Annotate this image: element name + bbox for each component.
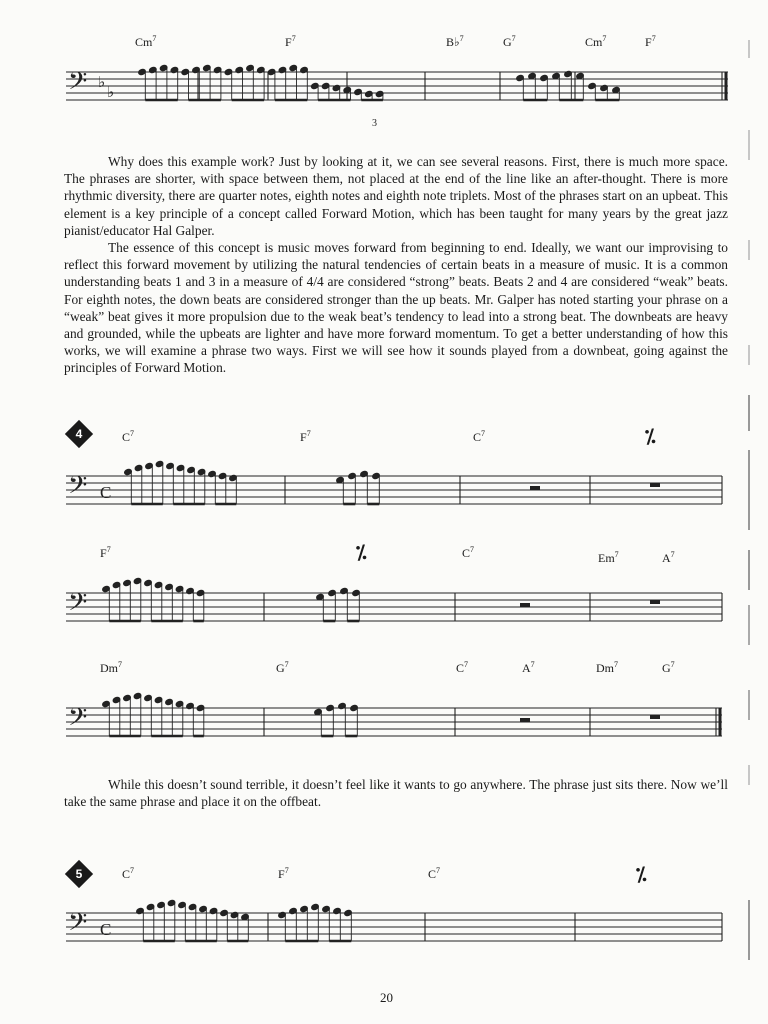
flat-icon: ♭ bbox=[107, 85, 115, 101]
chord-symbol: Dm$^7$ bbox=[596, 660, 618, 675]
bass-clef-icon: 𝄢 bbox=[68, 704, 88, 737]
scan-edge-marks bbox=[736, 0, 750, 1024]
music-staff bbox=[0, 895, 768, 955]
chord-symbol: $F^7$ bbox=[100, 545, 111, 560]
chord-symbol: Cm$^7$ bbox=[585, 34, 607, 49]
time-signature: C bbox=[100, 483, 112, 502]
simile-mark: ⁒ bbox=[645, 426, 657, 448]
chord-symbol: $A^7$ bbox=[662, 550, 675, 565]
paragraph: The essence of this concept is music moves forward from beginning to end. Ideally, we want our improvising to reflect this forward movement by utilizing the natural tendencies of certain beats in a measure of music. It is a common understanding beats 1 and 3 in a measure of 4/4 are considered “strong” beats. Beats 2 and 4 are considered “weak” beats. For eighth notes, the down beats are considered stronger than the up beats. Mr. Galper has noted starting your phrase on a “weak” beat gives it more propulsion due to the weak beat’s tendency to lead into a strong beat. The downbeats are heavy and grounded, while the upbeats are lighter and have more forward momentum. To get a better understanding of how this works, we will examine a phrase two ways. First we will see how it sounds played from a downbeat, going against the principles of Forward Motion. bbox=[64, 240, 728, 376]
bass-clef-icon: 𝄢 bbox=[68, 68, 88, 101]
chord-symbol: $C^7$ bbox=[473, 429, 486, 444]
paragraph: While this doesn’t sound terrible, it doesn’t feel like it wants to go anywhere. The phrase just sits there. Now we’ll take the same phrase and place it on the offbeat. bbox=[64, 777, 728, 810]
chord-symbol: $F^7$ bbox=[285, 34, 296, 49]
bass-clef-icon: 𝄢 bbox=[68, 909, 88, 942]
paragraph: Why does this example work? Just by looking at it, we can see several reasons. First, there is much more space. The phrases are shorter, with space between them, not placed at the end of the line like an after-thought. There is more rhythmic diversity, there are quarter notes, eighth notes and eighth note triplets. Most of the phrases start on an upbeat. This element is a key principle of a concept called Forward Motion, which has been taught for many years by the great jazz pianist/educator Hal Galper. bbox=[64, 154, 728, 238]
chord-symbol: $C^7$ bbox=[122, 429, 135, 444]
chord-symbol: $C^7$ bbox=[462, 545, 475, 560]
staff-lines bbox=[66, 72, 728, 100]
chord-symbol: $G^7$ bbox=[503, 34, 516, 49]
chord-symbol: $G^7$ bbox=[276, 660, 289, 675]
simile-mark: ⁒ bbox=[636, 864, 648, 886]
page-number: 20 bbox=[380, 990, 393, 1005]
body-text bbox=[64, 153, 728, 377]
chord-symbol: $C^7$ bbox=[456, 660, 469, 675]
tuplet-number: 3 bbox=[372, 118, 377, 129]
chord-symbol: Em$^7$ bbox=[598, 550, 619, 565]
chord-symbol: $F^7$ bbox=[278, 866, 289, 881]
time-signature: C bbox=[100, 920, 112, 939]
example-number-badge: 4 bbox=[65, 420, 93, 448]
music-staff bbox=[0, 690, 768, 750]
chord-symbol: $A^7$ bbox=[522, 660, 535, 675]
music-staff bbox=[0, 575, 768, 635]
bass-clef-icon: 𝄢 bbox=[68, 589, 88, 622]
music-staff bbox=[0, 60, 768, 130]
bass-clef-icon: 𝄢 bbox=[68, 472, 88, 505]
flat-icon: ♭ bbox=[98, 75, 106, 91]
chord-symbol: Dm$^7$ bbox=[100, 660, 122, 675]
chord-symbol: Cm$^7$ bbox=[135, 34, 157, 49]
chord-symbol: B♭$^7$ bbox=[446, 34, 464, 49]
body-text bbox=[64, 776, 728, 810]
chord-symbol: $F^7$ bbox=[645, 34, 656, 49]
chord-symbol: $G^7$ bbox=[662, 660, 675, 675]
chord-symbol: $F^7$ bbox=[300, 429, 311, 444]
chord-symbol: $C^7$ bbox=[122, 866, 135, 881]
simile-mark: ⁒ bbox=[356, 542, 368, 564]
music-staff bbox=[0, 458, 768, 518]
example-number-badge: 5 bbox=[65, 860, 93, 888]
chord-symbol: $C^7$ bbox=[428, 866, 441, 881]
